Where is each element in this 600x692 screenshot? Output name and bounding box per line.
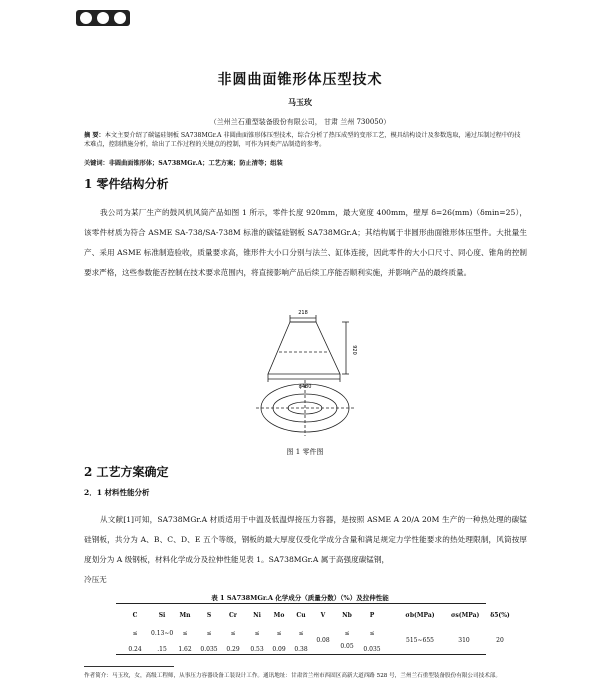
table-cell: 1.62 [178,646,192,653]
table-cell: 0.08 [316,637,330,644]
table-cell: 0.035 [200,646,218,653]
table-cell: 310 [458,637,470,644]
table-cell: 0.13~0 [151,630,174,637]
table-cell: 0.24 [128,646,142,653]
table-cell: S [206,612,212,619]
table-cell: ≤ [298,630,304,637]
table-cell: 515~655 [406,637,434,644]
affiliation: （兰州兰石重型装备股份有限公司， 甘肃 兰州 730050） [209,118,391,126]
abstract-label: 摘 要： [84,132,105,139]
section-2-1-text: 从文献[1]可知，SA738MGr.A 材质适用于中温及低温焊接压力容器，是按照 ASME A 20/A 20M 生产的一种热处理的碳锰硅钢板，共分为 A、B、C、D、E 五个等级，钢板的最大厚度仅受化学成分含量和满足规定力学性能要求的热处理限制，风筒按厚度划分为 A 级钢板，材料化学成分及拉伸性能见表 1。SA738MGr.A 属于高强度碳锰钢， [84,515,527,564]
author-footnote: 作者简介：马玉玫，女，高级工程师，从事压力容器设备工装设计工作。通讯地址：甘肃省兰州市西固区高新大道西路 528 号，兰州兰石重型装备股份有限公司技术部。 [84,673,501,679]
figure-1-dim-side: 920 [351,345,357,355]
table-cell: Nb [342,612,352,619]
table-cell: 0.05 [340,643,354,650]
table-cell: Cu [296,612,306,619]
table-cell: 20 [496,637,504,644]
table-cell: Mo [273,612,285,619]
table-1-title: 表 1 SA738MGr.A 化学成分（质量分数）（%）及拉伸性能 [211,594,389,602]
table-cell: 0.29 [226,646,240,653]
table-cell: ≤ [206,630,212,637]
table-cell: ≤ [254,630,260,637]
keywords-label: 关键词： [84,160,109,167]
figure-1-dim-bottom: ϕ480 [298,384,312,390]
table-cell: σb(MPa) [405,612,435,619]
table-cell: 0.53 [250,646,264,653]
table-cell: Mn [179,612,191,619]
table-cell: C [132,612,138,619]
table-cell: ≤ [182,630,188,637]
table-cell: P [369,612,375,619]
table-cell: Ni [253,612,261,619]
table-cell: 0.035 [363,646,381,653]
section-1-text: 我公司为某厂生产的鼓风机风筒产品如图 1 所示，零件长度 920mm，最大宽度 400mm，壁厚 δ=26(mm)（δmin=25），该零件材质为符合 ASME SA-738/SA-738M 标准的碳锰硅钢板 SA738MGr.A；其结构属于非圆形曲面锥形体压型件。大批量生产、采用 ASME 标准制造验收，质量要求高，锥形件大小口分别与法兰、缸体连接，因此零件的大小口尺寸、同心度、锥角的控制要求严格，这些参数能否控制在技术要求范围内，将直接影响产品后续工序能否顺利实施，并影响产品的最终质量。 [84,208,527,277]
section-2-heading: 2 工艺方案确定 [84,465,169,479]
table-cell: ≤ [369,630,375,637]
abstract-text: 本文主要介绍了碳锰硅钢板 SA738MGr.A 非圆曲面锥形体压型技术，综合分析了热压成型的变形工艺，模具结构设计及参数选取，通过压制过程中的技术难点，控制措施分析，给出了工作过程的关键点的控制，可作为同类产品制造的参考。 [84,132,521,148]
figure-1-caption: 图 1 零件图 [286,448,324,456]
keywords-text: 非圆曲面锥形体；SA738MGr.A；工艺方案；防止清等；组装 [108,160,283,167]
table-cell: Si [158,612,166,619]
table-cell: ≤ [132,630,138,637]
paper-title: 非圆曲面锥形体压型技术 [217,72,383,88]
table-cell: δ5(%) [490,612,510,619]
table-cell: Cr [229,612,237,619]
section-2-1-text-cont: 冷压无 [84,575,107,584]
footnote-rule [84,666,174,667]
author: 马玉玫 [288,97,312,107]
section-2-1-heading: 2．1 材料性能分析 [84,488,150,497]
table-cell: ≤ [276,630,282,637]
section-1-heading: 1 零件结构分析 [84,177,169,191]
figure-1-dim-top: 218 [298,310,308,316]
table-cell: ≤ [344,630,350,637]
table-cell: .15 [157,646,167,653]
table-cell: 0.09 [272,646,286,653]
table-cell: V [320,612,326,619]
table-cell: ≤ [230,630,236,637]
table-cell: σs(MPa) [451,612,480,619]
table-cell: 0.38 [294,646,308,653]
